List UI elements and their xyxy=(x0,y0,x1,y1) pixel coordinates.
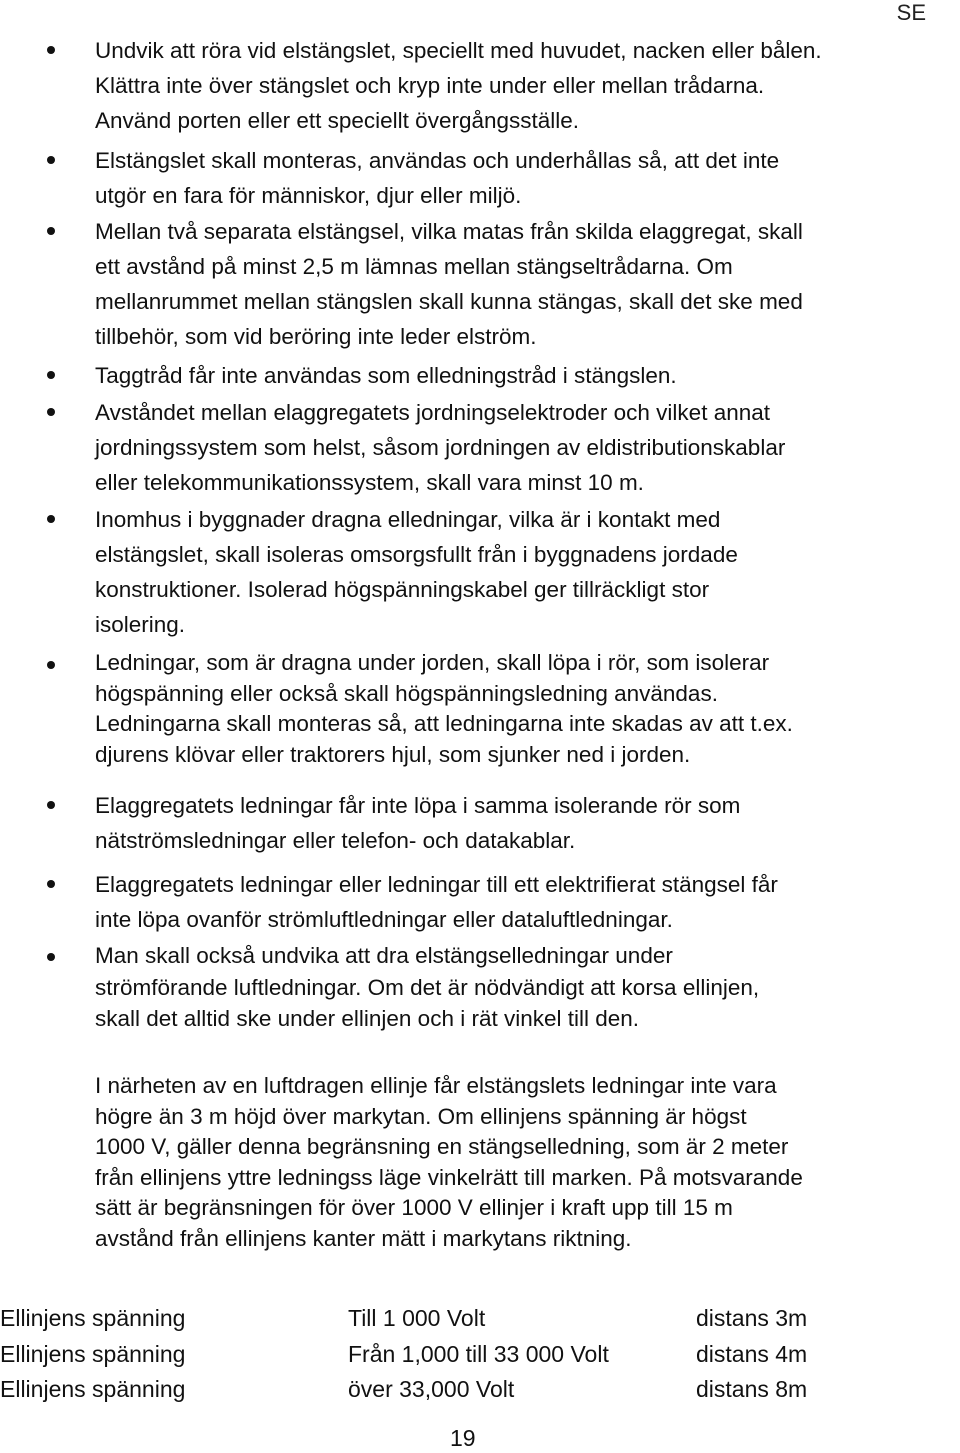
bullet-line: tillbehör, som vid beröring inte leder elström. xyxy=(95,324,537,349)
distance-value: distans 8m xyxy=(696,1376,808,1402)
bullet-line: djurens klövar eller traktorers hjul, som sjunker ned i jorden. xyxy=(95,741,691,767)
bullet-dot-icon xyxy=(47,408,55,416)
voltage-range: över 33,000 Volt xyxy=(348,1376,515,1402)
voltage-range: Från 1,000 till 33 000 Volt xyxy=(348,1340,609,1367)
paragraph-line: 1000 V, gäller denna begränsning en stängselledning, som är 2 meter xyxy=(95,1134,789,1160)
voltage-label: Ellinjens spänning xyxy=(0,1305,186,1331)
bullet-line: eller telekommunikationssystem, skall vara minst 10 m. xyxy=(95,470,644,495)
bullet-line: konstruktioner. Isolerad högspänningskabel ger tillräckligt stor xyxy=(95,577,710,602)
table-row xyxy=(0,1341,960,1377)
bullet-line: Man skall också undvika att dra elstängselledningar under xyxy=(95,943,673,968)
bullet-line: Klättra inte över stängslet och kryp inte under eller mellan trådarna. xyxy=(95,73,765,98)
bullet-line: Ledningar, som är dragna under jorden, skall löpa i rör, som isolerar xyxy=(95,650,770,675)
bullet-dot-icon xyxy=(47,156,55,164)
bullet-dot-icon xyxy=(47,515,55,523)
distance-value: distans 3m xyxy=(696,1305,808,1331)
bullet-dot-icon xyxy=(47,227,55,235)
bullet-line: Taggtråd får inte användas som elledningstråd i stängslen. xyxy=(95,363,677,388)
bullet-line: högspänning eller också skall högspänningsledning användas. xyxy=(95,680,718,706)
bullet-line: mellanrummet mellan stängslen skall kunna stängas, skall det ske med xyxy=(95,289,803,314)
bullet-line: Inomhus i byggnader dragna elledningar, vilka är i kontakt med xyxy=(95,507,721,532)
bullet-line: strömförande luftledningar. Om det är nödvändigt att korsa ellinjen, xyxy=(95,974,760,1000)
table-row xyxy=(0,1305,960,1341)
paragraph-line: sätt är begränsningen för över 1000 V ellinjer i kraft upp till 15 m xyxy=(95,1195,733,1221)
voltage-label: Ellinjens spänning xyxy=(0,1376,186,1402)
bullet-line: utgör en fara för människor, djur eller miljö. xyxy=(95,183,522,208)
paragraph-line: avstånd från ellinjens kanter mätt i markytans riktning. xyxy=(95,1225,632,1251)
paragraph-line: I närheten av en luftdragen ellinje får elstängslets ledningar inte vara xyxy=(95,1073,777,1098)
bullet-line: skall det alltid ske under ellinjen och i rät vinkel till den. xyxy=(95,1006,640,1031)
bullet-line: Elaggregatets ledningar eller ledningar till ett elektrifierat stängsel får xyxy=(95,872,778,897)
paragraph-line: högre än 3 m höjd över markytan. Om ellinjens spänning är högst xyxy=(95,1103,747,1129)
page-number: 19 xyxy=(450,1425,476,1451)
bullet-line: elstängslet, skall isoleras omsorgsfullt från i byggnadens jordade xyxy=(95,542,738,567)
bullet-line: Använd porten eller ett speciellt övergångsställe. xyxy=(95,108,580,133)
bullet-line: Undvik att röra vid elstängslet, speciellt med huvudet, nacken eller bålen. xyxy=(95,38,822,63)
bullet-line: ett avstånd på minst 2,5 m lämnas mellan stängseltrådarna. Om xyxy=(95,254,733,279)
overhead-line-paragraph xyxy=(95,1071,925,1255)
voltage-range: Till 1 000 Volt xyxy=(348,1305,486,1331)
bullet-line: jordningssystem som helst, såsom jordningen av eldistributionskablar xyxy=(95,435,786,460)
bullet-line: inte löpa ovanför strömluftledningar eller dataluftledningar. xyxy=(95,907,673,932)
bullet-line: Elaggregatets ledningar får inte löpa i samma isolerande rör som xyxy=(95,793,741,818)
distance-value: distans 4m xyxy=(696,1340,808,1367)
bullet-line: Avståndet mellan elaggregatets jordningselektroder och vilket annat xyxy=(95,400,770,425)
bullet-dot-icon xyxy=(47,880,55,888)
language-tag: SE xyxy=(896,0,926,25)
voltage-label: Ellinjens spänning xyxy=(0,1340,186,1367)
voltage-distance-table xyxy=(0,1305,960,1412)
bullet-line: Mellan två separata elstängsel, vilka matas från skilda elaggregat, skall xyxy=(95,219,803,244)
paragraph-line: från ellinjens yttre ledningss läge vinkelrätt till marken. På motsvarande xyxy=(95,1164,803,1190)
bullet-dot-icon xyxy=(47,953,55,961)
bullet-dot-icon xyxy=(47,46,55,54)
bullet-line: Ledningarna skall monteras så, att ledningarna inte skadas av att t.ex. xyxy=(95,711,793,736)
table-row xyxy=(0,1376,960,1412)
bullet-line: isolering. xyxy=(95,612,186,637)
bullet-line: Elstängslet skall monteras, användas och underhållas så, att det inte xyxy=(95,148,780,173)
bullet-dot-icon xyxy=(47,801,55,809)
bullet-dot-icon xyxy=(47,661,55,669)
bullet-dot-icon xyxy=(47,371,55,379)
bullet-line: nätströmsledningar eller telefon- och datakablar. xyxy=(95,828,576,853)
